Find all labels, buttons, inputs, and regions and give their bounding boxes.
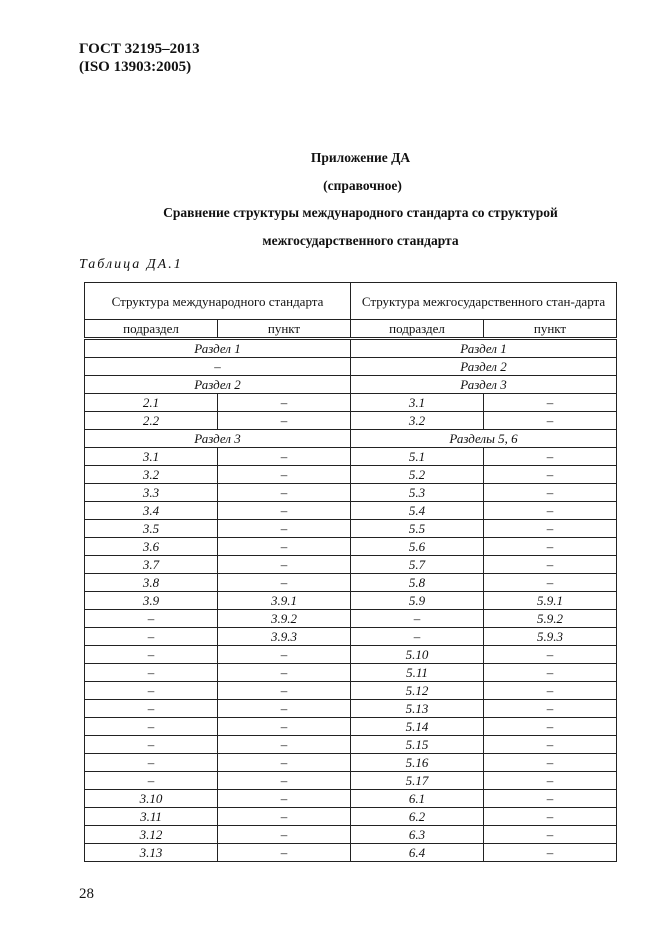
table-cell: 3.9.2: [218, 610, 351, 628]
table-row: [85, 484, 617, 502]
table-cell: 3.9: [85, 592, 218, 610]
table-cell: 5.15: [351, 736, 484, 754]
table-row: [85, 376, 617, 394]
table-cell: –: [85, 772, 218, 790]
table-row: [85, 394, 617, 412]
section-cell-left: –: [85, 358, 351, 376]
table-row: [85, 736, 617, 754]
comparison-table: [84, 282, 617, 862]
table-row: [85, 412, 617, 430]
table-cell: 5.8: [351, 574, 484, 592]
table-row: [85, 466, 617, 484]
table-cell: –: [218, 538, 351, 556]
table-cell: 5.9.3: [484, 628, 617, 646]
table-row: [85, 592, 617, 610]
table-cell: 3.1: [351, 394, 484, 412]
table-cell: 5.6: [351, 538, 484, 556]
table-cell: 5.11: [351, 664, 484, 682]
table-cell: 3.3: [85, 484, 218, 502]
section-cell-right: Раздел 2: [351, 358, 617, 376]
table-cell: –: [85, 610, 218, 628]
table-cell: –: [484, 826, 617, 844]
table-cell: 3.9.1: [218, 592, 351, 610]
table-cell: 3.13: [85, 844, 218, 862]
table-row: [85, 339, 617, 358]
table-cell: –: [218, 466, 351, 484]
table-cell: 5.12: [351, 682, 484, 700]
table-cell: –: [218, 718, 351, 736]
table-caption: Таблица ДА.1: [79, 257, 183, 272]
table-cell: –: [218, 664, 351, 682]
table-row: [85, 844, 617, 862]
table-cell: –: [85, 664, 218, 682]
table-row: [85, 448, 617, 466]
table-cell: 3.10: [85, 790, 218, 808]
table-cell: –: [484, 844, 617, 862]
table-cell: 6.4: [351, 844, 484, 862]
section-cell-left: Раздел 2: [85, 376, 351, 394]
table-cell: 5.14: [351, 718, 484, 736]
table-row: [85, 718, 617, 736]
table-cell: –: [484, 556, 617, 574]
table-cell: –: [218, 736, 351, 754]
table-cell: –: [484, 718, 617, 736]
table-cell: –: [218, 448, 351, 466]
annex-status: (справочное): [323, 178, 402, 193]
header-international-structure: Структура международного стандарта: [85, 283, 351, 320]
table-cell: –: [218, 790, 351, 808]
table-row: [85, 556, 617, 574]
table-cell: 3.4: [85, 502, 218, 520]
table-cell: 3.5: [85, 520, 218, 538]
table-cell: –: [218, 412, 351, 430]
standard-number: ГОСТ 32195–2013: [79, 41, 200, 57]
table-row: [85, 790, 617, 808]
table-cell: –: [218, 484, 351, 502]
iso-reference: (ISO 13903:2005): [79, 59, 192, 75]
table-cell: –: [484, 664, 617, 682]
table-cell: 5.17: [351, 772, 484, 790]
table-row: [85, 826, 617, 844]
subheader-clause-left: пункт: [218, 320, 351, 339]
table-cell: –: [218, 646, 351, 664]
table-row: [85, 430, 617, 448]
table-cell: –: [218, 826, 351, 844]
annex-heading-line1: Сравнение структуры международного стандарта со структурой: [163, 205, 558, 220]
page-number: 28: [79, 886, 94, 902]
table-cell: –: [484, 412, 617, 430]
table-cell: –: [484, 808, 617, 826]
table-cell: –: [85, 718, 218, 736]
table-cell: –: [218, 772, 351, 790]
section-cell-right: Раздел 1: [351, 339, 617, 358]
table-cell: –: [218, 520, 351, 538]
table-cell: –: [484, 502, 617, 520]
table-row: [85, 808, 617, 826]
table-cell: –: [218, 682, 351, 700]
table-cell: –: [85, 700, 218, 718]
table-cell: –: [218, 556, 351, 574]
table-cell: –: [484, 754, 617, 772]
table-row: [85, 682, 617, 700]
table-cell: 5.3: [351, 484, 484, 502]
table-row: [85, 664, 617, 682]
table-cell: –: [218, 574, 351, 592]
table-cell: 6.2: [351, 808, 484, 826]
table-cell: 3.8: [85, 574, 218, 592]
table-cell: –: [218, 844, 351, 862]
table-cell: 5.10: [351, 646, 484, 664]
table-cell: –: [484, 394, 617, 412]
table-cell: –: [351, 610, 484, 628]
table-row: [85, 520, 617, 538]
table-cell: 3.12: [85, 826, 218, 844]
table-cell: 6.3: [351, 826, 484, 844]
table-cell: –: [484, 520, 617, 538]
table-cell: –: [484, 448, 617, 466]
table-cell: 3.2: [351, 412, 484, 430]
table-cell: 3.6: [85, 538, 218, 556]
table-cell: 5.9.1: [484, 592, 617, 610]
subheader-clause-right: пункт: [484, 320, 617, 339]
table-cell: –: [218, 754, 351, 772]
table-row: [85, 538, 617, 556]
table-row: [85, 502, 617, 520]
table-cell: 3.1: [85, 448, 218, 466]
section-cell-right: Разделы 5, 6: [351, 430, 617, 448]
table-cell: –: [484, 772, 617, 790]
subheader-subsection-right: подраздел: [351, 320, 484, 339]
table-cell: –: [484, 790, 617, 808]
table-cell: –: [218, 394, 351, 412]
table-row: [85, 628, 617, 646]
annex-title: Приложение ДА: [310, 150, 411, 165]
table-cell: 3.2: [85, 466, 218, 484]
table-cell: –: [351, 628, 484, 646]
table-cell: –: [218, 502, 351, 520]
table-cell: –: [85, 682, 218, 700]
subheader-subsection-left: подраздел: [85, 320, 218, 339]
table-cell: 3.9.3: [218, 628, 351, 646]
document-designation: [79, 40, 200, 76]
table-cell: –: [484, 574, 617, 592]
section-cell-right: Раздел 3: [351, 376, 617, 394]
table-cell: 5.4: [351, 502, 484, 520]
table-cell: 5.13: [351, 700, 484, 718]
table-cell: 5.5: [351, 520, 484, 538]
table-cell: –: [85, 646, 218, 664]
annex-heading-line2: межгосударственного стандарта: [262, 233, 459, 248]
section-cell-left: Раздел 3: [85, 430, 351, 448]
table-cell: –: [484, 466, 617, 484]
table-cell: 5.7: [351, 556, 484, 574]
table-cell: –: [85, 754, 218, 772]
table-cell: 5.9: [351, 592, 484, 610]
table-cell: –: [218, 808, 351, 826]
table-cell: 6.1: [351, 790, 484, 808]
table-row: [85, 772, 617, 790]
table-row: [85, 754, 617, 772]
table-cell: 3.7: [85, 556, 218, 574]
table-row: [85, 700, 617, 718]
table-cell: 5.16: [351, 754, 484, 772]
table-cell: 2.1: [85, 394, 218, 412]
section-cell-left: Раздел 1: [85, 339, 351, 358]
table-row: [85, 646, 617, 664]
table-cell: –: [85, 736, 218, 754]
table-body: [85, 339, 617, 862]
table-row: [85, 574, 617, 592]
table-row: [85, 358, 617, 376]
table-cell: –: [85, 628, 218, 646]
table-cell: –: [218, 700, 351, 718]
table-cell: 5.1: [351, 448, 484, 466]
table-cell: 3.11: [85, 808, 218, 826]
table-cell: 5.9.2: [484, 610, 617, 628]
table-cell: –: [484, 682, 617, 700]
table-cell: 2.2: [85, 412, 218, 430]
table-cell: 5.2: [351, 466, 484, 484]
table-cell: –: [484, 646, 617, 664]
table-cell: –: [484, 736, 617, 754]
table-cell: –: [484, 538, 617, 556]
header-interstate-structure: Структура межгосударственного стан-дарта: [351, 283, 617, 320]
table-cell: –: [484, 484, 617, 502]
table-cell: –: [484, 700, 617, 718]
table-row: [85, 610, 617, 628]
